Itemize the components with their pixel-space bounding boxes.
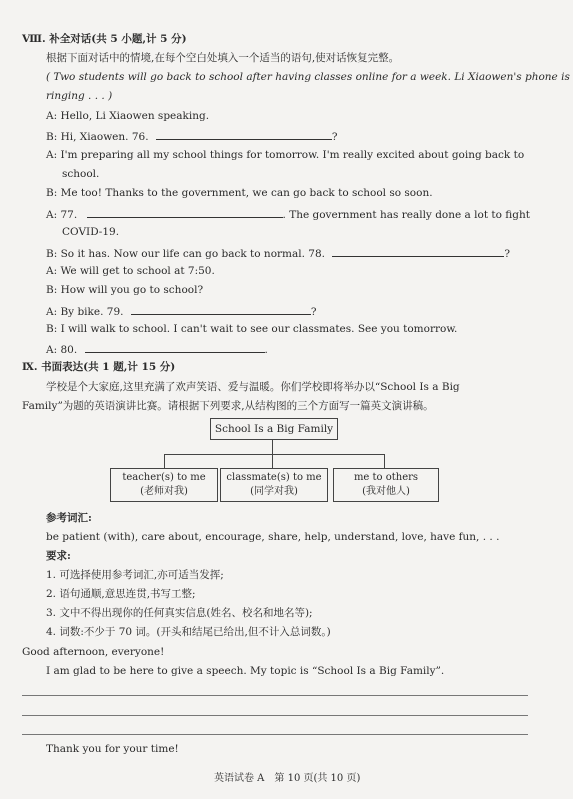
- speech-closing: Thank you for your time!: [46, 743, 179, 755]
- writing-line[interactable]: [22, 734, 528, 735]
- answer-blank-79[interactable]: [131, 303, 311, 315]
- dialogue-line: A: We will get to school at 7:50.: [46, 265, 215, 277]
- page-footer: 英语试卷 A 第 10 页(共 10 页): [214, 773, 361, 784]
- dialogue-text: A: 80.: [46, 344, 78, 356]
- dialogue-context-line-2: ringing . . . ): [46, 90, 113, 102]
- speech-greeting: Good afternoon, everyone!: [22, 646, 165, 658]
- dialogue-line: A: Hello, Li Xiaowen speaking.: [46, 110, 210, 122]
- dialogue-context-line-1: ( Two students will go back to school after having classes online for a week. Li Xiaowen's phone is: [46, 71, 570, 83]
- speech-opening: I am glad to be here to give a speech. My topic is “School Is a Big Family”.: [46, 665, 445, 677]
- section-8-instruction: 根据下面对话中的情境,在每个空白处填入一个适当的语句,使对话恢复完整。: [46, 52, 400, 64]
- requirements-title: 要求:: [46, 550, 71, 562]
- branch-label-zh: (同学对我): [250, 486, 298, 497]
- dialogue-line: A: I'm preparing all my school things for tomorrow. I'm really excited about going back to: [46, 149, 525, 161]
- section-9-title: Ⅸ. 书面表达(共 1 题,计 15 分): [22, 361, 176, 373]
- requirement-item: 1. 可选择使用参考词汇,亦可适当发挥;: [46, 569, 224, 581]
- branch-label-zh: (我对他人): [362, 486, 410, 497]
- answer-blank-77[interactable]: [87, 206, 283, 218]
- dialogue-line-79: [46, 303, 316, 319]
- answer-blank-76[interactable]: [156, 128, 332, 140]
- dialogue-line-76: [46, 128, 338, 144]
- writing-prompt-line-1: 学校是个大家庭,这里充满了欢声笑语、爱与温暖。你们学校即将举办以“School Is a Big: [46, 381, 460, 393]
- answer-blank-80[interactable]: [85, 341, 265, 353]
- dialogue-text: . The government has really done a lot to fight: [282, 209, 530, 221]
- vocab-list: be patient (with), care about, encourage, share, help, understand, love, have fun, . . .: [46, 531, 500, 543]
- diagram-root-box: [210, 418, 338, 440]
- dialogue-text: A: By bike. 79.: [46, 306, 124, 318]
- dialogue-punct: ?: [310, 306, 317, 318]
- diagram-connector: [384, 454, 385, 468]
- dialogue-line: B: How will you go to school?: [46, 284, 204, 296]
- dialogue-line-77: [46, 206, 530, 222]
- branch-label-en: classmate(s) to me: [226, 472, 322, 483]
- dialogue-line: B: I will walk to school. I can't wait to see our classmates. See you tomorrow.: [46, 323, 458, 335]
- diagram-branch-box: [220, 468, 328, 502]
- diagram-connector: [272, 440, 273, 454]
- branch-label-en: me to others: [353, 472, 419, 483]
- diagram-root-label: School Is a Big Family: [214, 423, 334, 435]
- dialogue-text: B: So it has. Now our life can go back to normal. 78.: [46, 248, 325, 260]
- dialogue-text: A: 77.: [46, 209, 78, 221]
- diagram-connector: [164, 454, 385, 455]
- writing-line[interactable]: [22, 695, 528, 696]
- dialogue-punct: ?: [331, 131, 338, 143]
- writing-line[interactable]: [22, 715, 528, 716]
- dialogue-line: COVID-19.: [62, 226, 120, 238]
- answer-blank-78[interactable]: [332, 245, 504, 257]
- diagram-connector: [272, 454, 273, 468]
- dialogue-line-80: [46, 341, 268, 357]
- vocab-title: 参考词汇:: [46, 512, 92, 524]
- writing-prompt-line-2: Family”为题的英语演讲比赛。请根据下列要求,从结构图的三个方面写一篇英文演讲稿。: [22, 400, 434, 412]
- diagram-branch-box: [110, 468, 218, 502]
- dialogue-text: B: Hi, Xiaowen. 76.: [46, 131, 149, 143]
- diagram-connector: [164, 454, 165, 468]
- dialogue-line-78: [46, 245, 510, 261]
- diagram-branch-box: [333, 468, 439, 502]
- requirement-item: 2. 语句通顺,意思连贯,书写工整;: [46, 588, 196, 600]
- dialogue-punct: ?: [504, 248, 510, 260]
- dialogue-line: school.: [62, 168, 100, 180]
- branch-label-zh: (老师对我): [140, 486, 188, 497]
- requirement-item: 3. 文中不得出现你的任何真实信息(姓名、校名和地名等);: [46, 607, 313, 619]
- dialogue-line: B: Me too! Thanks to the government, we can go back to school so soon.: [46, 187, 433, 199]
- requirement-item: 4. 词数:不少于 70 词。(开头和结尾已给出,但不计入总词数。): [46, 626, 331, 638]
- dialogue-punct: .: [264, 344, 268, 356]
- branch-label-en: teacher(s) to me: [122, 472, 206, 483]
- section-8-title: Ⅷ. 补全对话(共 5 小题,计 5 分): [22, 33, 187, 45]
